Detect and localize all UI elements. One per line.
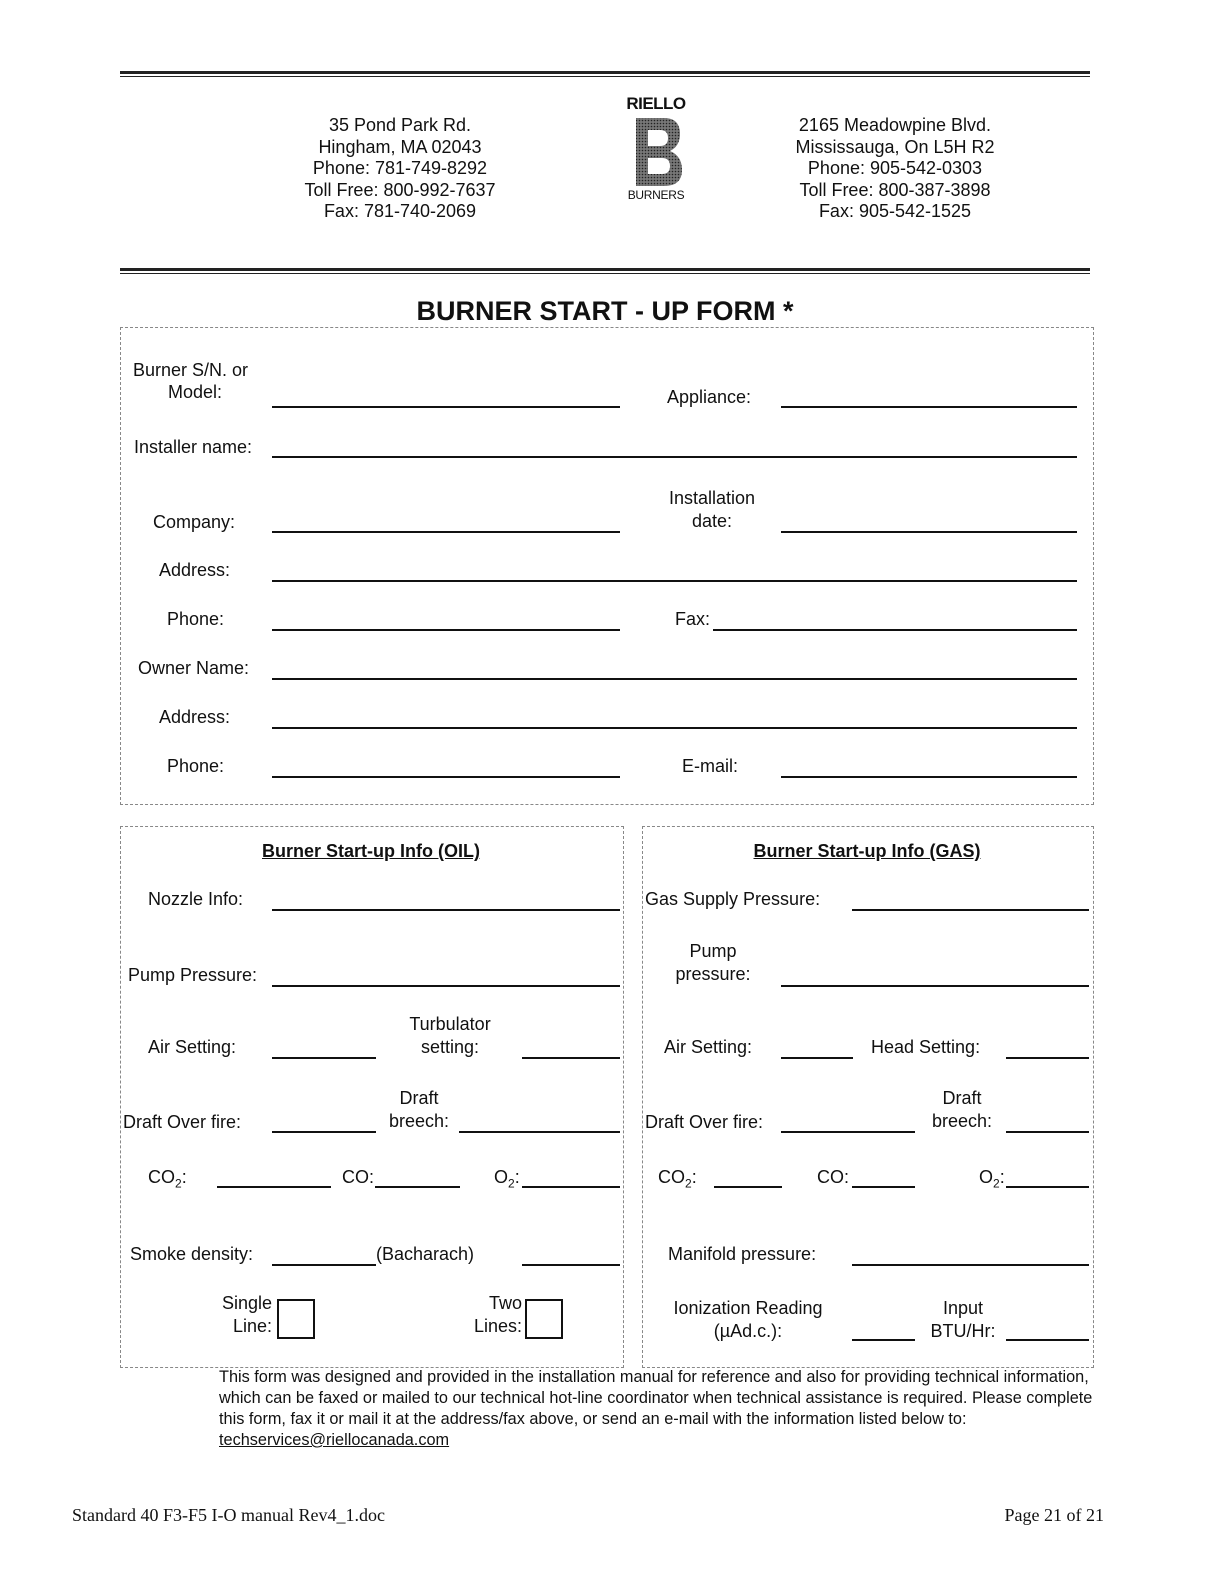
nozzle-info-field[interactable] xyxy=(272,909,620,911)
fax-label: Fax: xyxy=(675,609,711,629)
single-line-label xyxy=(212,1292,272,1338)
logo-subtitle: BURNERS xyxy=(627,188,685,202)
address-field[interactable] xyxy=(272,580,1077,582)
address-line: 35 Pond Park Rd. xyxy=(328,115,472,135)
fax-line: Fax: 781-740-2069 xyxy=(323,201,477,221)
gas-draft-breech-line2: breech: xyxy=(931,1111,993,1131)
burner-sn-label: Burner S/N. or xyxy=(133,360,249,380)
draft-breech-line2: breech: xyxy=(388,1111,450,1131)
oil-draft-breech-label xyxy=(374,1087,464,1133)
pump-line1: Pump xyxy=(689,941,737,961)
turbulator-setting-field[interactable] xyxy=(522,1057,620,1059)
gas-draft-over-fire-label: Draft Over fire: xyxy=(645,1112,764,1132)
gas-pump-pressure-field[interactable] xyxy=(781,985,1089,987)
draft-breech-line1: Draft xyxy=(399,1088,439,1108)
phone-label: Phone: xyxy=(167,609,225,629)
company-field[interactable] xyxy=(272,531,620,533)
head-setting-label: Head Setting: xyxy=(871,1037,981,1057)
gas-co2-text: CO xyxy=(658,1167,685,1187)
phone-line: Phone: 905-542-0303 xyxy=(807,158,983,178)
form-title: BURNER START - UP FORM * xyxy=(416,296,794,326)
gas-co2-field[interactable] xyxy=(714,1186,782,1188)
oil-draft-breech-field[interactable] xyxy=(459,1131,620,1133)
oil-air-setting-field[interactable] xyxy=(272,1057,376,1059)
logo-wordmark: RIELLO xyxy=(626,94,686,113)
installation-date-line1: Installation xyxy=(668,488,756,508)
owner-phone-field[interactable] xyxy=(272,776,620,778)
two-lines-label xyxy=(462,1292,522,1338)
bacharach-label: (Bacharach) xyxy=(376,1244,475,1264)
tollfree-line: Toll Free: 800-387-3898 xyxy=(799,179,991,200)
oil-co-field[interactable] xyxy=(375,1186,460,1188)
company-label: Company: xyxy=(153,512,236,532)
form-note xyxy=(219,1367,1099,1451)
header-top-rule xyxy=(120,71,1090,77)
oil-o2-label: $O_2$: xyxy=(494,1167,520,1191)
email-label: E-mail: xyxy=(682,756,739,776)
email-field[interactable] xyxy=(781,776,1077,778)
gas-o2-text: O xyxy=(979,1167,994,1187)
owner-name-field[interactable] xyxy=(272,678,1077,680)
bacharach-field[interactable] xyxy=(522,1264,620,1266)
oil-o2-field[interactable] xyxy=(522,1186,620,1188)
burner-model-label: Model: xyxy=(168,382,223,402)
form-note-text: This form was designed and provided in the installation manual for reference and also for providing technical information, which can be faxed or mailed to our technical hot-line coordinator when technical assistance is required. Please complete this form, fax it or mail it at the address/fax above, or send an e-mail with the information listed below to: xyxy=(219,1368,1093,1428)
installation-date-field[interactable] xyxy=(781,531,1077,533)
gas-air-setting-field[interactable] xyxy=(781,1057,853,1059)
single-line-text1: Single xyxy=(221,1293,272,1313)
gas-co-field[interactable] xyxy=(852,1186,915,1188)
phone-field[interactable] xyxy=(272,629,620,631)
co2-text: CO xyxy=(148,1167,175,1187)
turbulator-setting-label xyxy=(390,1013,510,1059)
installer-name-field[interactable] xyxy=(272,456,1077,458)
head-setting-field[interactable] xyxy=(1006,1057,1089,1059)
gas-supply-pressure-field[interactable] xyxy=(852,909,1089,911)
installer-name-label: Installer name: xyxy=(134,437,253,457)
gas-pump-pressure-label xyxy=(658,940,768,986)
riello-logo xyxy=(620,94,692,202)
owner-phone-label: Phone: xyxy=(167,756,225,776)
oil-co2-field[interactable] xyxy=(217,1186,331,1188)
oil-section-heading: Burner Start-up Info (OIL) xyxy=(262,841,480,861)
input-line2: BTU/Hr: xyxy=(930,1321,996,1341)
logo-b-icon xyxy=(626,116,686,188)
o2-text: O xyxy=(494,1167,509,1187)
address-canada xyxy=(770,115,1020,223)
gas-co-label: CO: xyxy=(817,1167,850,1187)
tollfree-line: Toll Free: 800-992-7637 xyxy=(304,179,496,200)
appliance-field[interactable] xyxy=(781,406,1077,408)
gas-draft-breech-field[interactable] xyxy=(1006,1131,1089,1133)
smoke-density-label: Smoke density: xyxy=(130,1244,254,1264)
gas-draft-over-fire-field[interactable] xyxy=(781,1131,915,1133)
oil-draft-over-fire-field[interactable] xyxy=(272,1131,376,1133)
gas-supply-pressure-label: Gas Supply Pressure: xyxy=(645,889,821,909)
pump-line2: pressure: xyxy=(675,964,751,984)
two-lines-checkbox[interactable] xyxy=(525,1299,563,1339)
gas-o2-label: $O_2$: xyxy=(979,1167,1005,1191)
owner-name-label: Owner Name: xyxy=(138,658,250,678)
single-line-text2: Line: xyxy=(232,1316,272,1336)
support-email-link[interactable]: techservices@riellocanada.com xyxy=(219,1431,450,1449)
ionization-reading-field[interactable] xyxy=(852,1339,915,1341)
owner-address-field[interactable] xyxy=(272,727,1077,729)
two-lines-text1: Two xyxy=(488,1293,522,1313)
single-line-checkbox[interactable] xyxy=(277,1299,315,1339)
ionization-line1: Ionization Reading xyxy=(673,1298,823,1318)
gas-section-heading: Burner Start-up Info (GAS) xyxy=(753,841,981,861)
pump-pressure-label: Pump Pressure: xyxy=(128,965,258,985)
ionization-reading-label xyxy=(662,1297,834,1343)
manifold-pressure-field[interactable] xyxy=(852,1264,1089,1266)
smoke-density-field[interactable] xyxy=(272,1264,376,1266)
footer-document-name: Standard 40 F3-F5 I-O manual Rev4_1.doc xyxy=(72,1505,385,1525)
ionization-line2: (µAd.c.): xyxy=(713,1321,783,1341)
installation-date-line2: date: xyxy=(691,511,733,531)
appliance-label: Appliance: xyxy=(667,387,752,407)
address-line: Hingham, MA 02043 xyxy=(318,136,482,157)
input-btu-label xyxy=(918,1297,1008,1343)
footer-page-number: Page 21 of 21 xyxy=(1004,1505,1104,1525)
oil-co2-label: $CO_2$: xyxy=(148,1167,187,1191)
fax-line: Fax: 905-542-1525 xyxy=(818,201,972,221)
turbulator-line1: Turbulator xyxy=(409,1014,491,1034)
manifold-pressure-label: Manifold pressure: xyxy=(668,1244,817,1264)
oil-draft-over-fire-label: Draft Over fire: xyxy=(123,1112,242,1132)
input-line1: Input xyxy=(942,1298,984,1318)
input-btu-field[interactable] xyxy=(1006,1339,1089,1341)
owner-address-label: Address: xyxy=(159,707,231,727)
fax-field[interactable] xyxy=(713,629,1077,631)
nozzle-info-label: Nozzle Info: xyxy=(148,889,244,909)
gas-air-setting-label: Air Setting: xyxy=(664,1037,753,1057)
turbulator-line2: setting: xyxy=(420,1037,480,1057)
two-lines-text2: Lines: xyxy=(473,1316,522,1336)
gas-co2-label: $CO_2$: xyxy=(658,1167,697,1191)
gas-draft-breech-line1: Draft xyxy=(942,1088,982,1108)
phone-line: Phone: 781-749-8292 xyxy=(312,158,488,178)
address-usa xyxy=(280,115,520,223)
address-label: Address: xyxy=(159,560,231,580)
header-bottom-rule xyxy=(120,268,1090,274)
oil-pump-pressure-field[interactable] xyxy=(272,985,620,987)
installation-date-label xyxy=(652,487,772,533)
oil-co-label: CO: xyxy=(342,1167,375,1187)
gas-o2-field[interactable] xyxy=(1006,1186,1089,1188)
gas-draft-breech-label xyxy=(917,1087,1007,1133)
customer-info-box xyxy=(120,327,1094,805)
oil-air-setting-label: Air Setting: xyxy=(148,1037,237,1057)
address-line: 2165 Meadowpine Blvd. xyxy=(798,115,992,135)
burner-sn-field[interactable] xyxy=(272,406,620,408)
address-line: Mississauga, On L5H R2 xyxy=(795,136,995,157)
